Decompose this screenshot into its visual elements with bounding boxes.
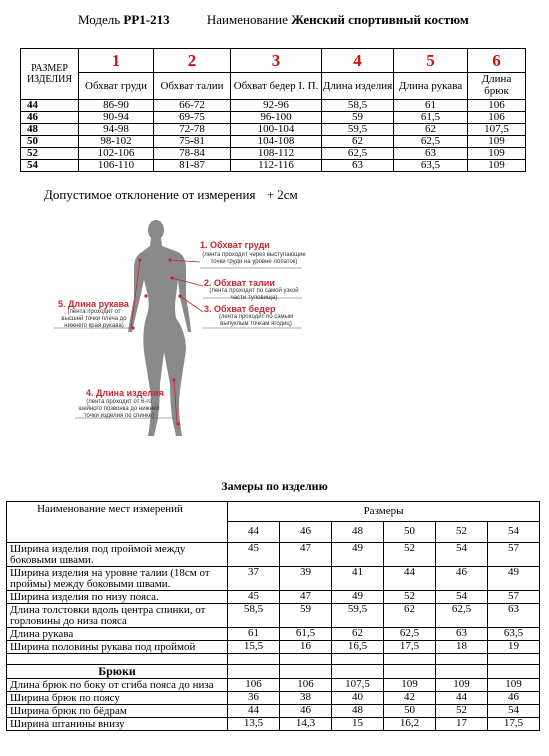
measurement-value: 109: [436, 679, 488, 692]
measurement-value: 39: [280, 567, 332, 591]
size-value-cell: 98-102: [79, 136, 154, 148]
size-value-cell: 81-87: [154, 160, 231, 172]
label-sleeve: 5. Длина рукава: [58, 299, 129, 309]
column-header: Длина рукава: [394, 73, 468, 100]
size-cell: 54: [21, 160, 79, 172]
size-cell: 48: [21, 124, 79, 136]
label-hips: 3. Обхват бедер: [204, 304, 276, 314]
measurement-row: [7, 692, 540, 705]
size-cell: 46: [21, 112, 79, 124]
size-value-cell: 59,5: [322, 124, 394, 136]
measurement-name: Ширина половины рукава под проймой: [7, 641, 228, 654]
pants-title-row: [7, 665, 540, 679]
size-value-cell: 72-78: [154, 124, 231, 136]
size-value-cell: 90-94: [79, 112, 154, 124]
measurement-value: 17,5: [384, 641, 436, 654]
tolerance-text: Допустимое отклонение от измерения: [44, 187, 256, 202]
size-value-cell: 106: [468, 112, 526, 124]
size-value-cell: 63: [394, 148, 468, 160]
measurement-value: 109: [384, 679, 436, 692]
size-value-cell: 63: [322, 160, 394, 172]
figure-silhouette: [0, 200, 549, 470]
column-header: Длина брюк: [468, 73, 526, 100]
size-value-cell: 66-72: [154, 100, 231, 112]
document-header: [78, 12, 469, 28]
measurement-value: 63,5: [488, 628, 540, 641]
size-value-cell: 107,5: [468, 124, 526, 136]
measurement-row: [7, 567, 540, 591]
section-title: Замеры по изделию: [221, 479, 328, 493]
measurement-value: 14,3: [280, 718, 332, 731]
measurement-value: 37: [228, 567, 280, 591]
spacer-cell: [384, 654, 436, 665]
size-header-cell: 44: [228, 521, 280, 542]
size-value-cell: 63,5: [394, 160, 468, 172]
measurement-value: 16,5: [332, 641, 384, 654]
size-cell: 50: [21, 136, 79, 148]
column-number: 3: [231, 49, 322, 73]
measurement-name: Длина рукава: [7, 628, 228, 641]
measurement-value: 46: [280, 705, 332, 718]
measurement-value: 52: [384, 591, 436, 604]
spacer-cell: [7, 654, 228, 665]
spacer-cell: [332, 654, 384, 665]
measurement-value: 45: [228, 543, 280, 567]
measurement-row: [7, 591, 540, 604]
measurement-name: Ширина брюк по бёдрам: [7, 705, 228, 718]
size-value-cell: 69-75: [154, 112, 231, 124]
measurement-name: Ширина изделия под проймой между боковыми швами.: [7, 543, 228, 567]
measurement-name: Длина толстовки вдоль центра спинки, от горловины до низа пояса: [7, 604, 228, 628]
measurement-name: Ширина изделия на уровне талии (18см от проймы) между боковыми швами.: [7, 567, 228, 591]
name-value: Женский спортивный костюм: [291, 12, 469, 27]
spacer-row: [7, 654, 540, 665]
measurement-value: 107,5: [332, 679, 384, 692]
measurement-name: Длина брюк по боку от сгиба пояса до низа: [7, 679, 228, 692]
size-row: [21, 160, 526, 172]
measurement-value: 41: [332, 567, 384, 591]
measurement-row: [7, 543, 540, 567]
model-value: РР1-213: [123, 12, 170, 27]
measurement-value: 57: [488, 591, 540, 604]
measurement-row: [7, 718, 540, 731]
size-row: [21, 112, 526, 124]
empty-cell: [228, 665, 280, 679]
spacer-cell: [228, 654, 280, 665]
size-header-cell: 50: [384, 521, 436, 542]
measurement-figure: [0, 200, 549, 470]
measurement-value: 54: [436, 591, 488, 604]
measurement-value: 44: [436, 692, 488, 705]
pants-title: Брюки: [7, 665, 228, 679]
empty-cell: [488, 665, 540, 679]
measurement-value: 61,5: [280, 628, 332, 641]
size-header-cell: 46: [280, 521, 332, 542]
measurement-value: 50: [384, 705, 436, 718]
measurement-value: 49: [488, 567, 540, 591]
measurement-value: 18: [436, 641, 488, 654]
size-row: [21, 148, 526, 160]
size-value-cell: 62: [322, 136, 394, 148]
tolerance-value: + 2см: [266, 187, 298, 202]
product-measurements-table: [6, 501, 540, 731]
col-place-header: Наименование мест измерений: [7, 502, 228, 543]
measurement-value: 47: [280, 543, 332, 567]
size-value-cell: 102-106: [79, 148, 154, 160]
size-value-cell: 106: [468, 100, 526, 112]
measurement-value: 46: [436, 567, 488, 591]
note-chest: (лента проходит через выступающие точки груди на уровне лопаток): [202, 252, 306, 265]
size-cell: 44: [21, 100, 79, 112]
size-value-cell: 75-81: [154, 136, 231, 148]
measurement-value: 54: [488, 705, 540, 718]
size-value-cell: 94-98: [79, 124, 154, 136]
size-value-cell: 100-104: [231, 124, 322, 136]
column-number: 6: [468, 49, 526, 73]
label-length: 4. Длина изделия: [86, 388, 164, 398]
measurement-value: 48: [332, 705, 384, 718]
col-sizes-header: Размеры: [228, 502, 540, 522]
measurement-value: 52: [384, 543, 436, 567]
measurement-row: [7, 641, 540, 654]
size-header: РАЗМЕР ИЗДЕЛИЯ: [21, 49, 79, 100]
measurement-value: 109: [488, 679, 540, 692]
measurement-value: 15,5: [228, 641, 280, 654]
measurement-value: 17,5: [488, 718, 540, 731]
column-header: Обхват талии: [154, 73, 231, 100]
measurement-value: 49: [332, 591, 384, 604]
measurement-value: 45: [228, 591, 280, 604]
size-value-cell: 109: [468, 148, 526, 160]
measurement-value: 106: [280, 679, 332, 692]
measurement-value: 62: [332, 628, 384, 641]
note-sleeve: (лента проходит от высшей точки плеча до нижнего края рукава): [61, 309, 127, 329]
size-value-cell: 109: [468, 160, 526, 172]
empty-cell: [384, 665, 436, 679]
column-number: 5: [394, 49, 468, 73]
size-value-cell: 112-116: [231, 160, 322, 172]
size-value-cell: 92-96: [231, 100, 322, 112]
size-value-cell: 61,5: [394, 112, 468, 124]
size-header-cell: 52: [436, 521, 488, 542]
empty-cell: [332, 665, 384, 679]
size-value-cell: 58,5: [322, 100, 394, 112]
column-header: Обхват груди: [79, 73, 154, 100]
measurement-value: 106: [228, 679, 280, 692]
measurement-row: [7, 705, 540, 718]
size-value-cell: 106-110: [79, 160, 154, 172]
size-value-cell: 62: [394, 124, 468, 136]
size-value-cell: 62,5: [322, 148, 394, 160]
name-label: Наименование: [206, 12, 292, 27]
note-hips: (лента проходит по самым выпуклым точкам ягодиц): [218, 314, 294, 327]
measurement-value: 58,5: [228, 604, 280, 628]
measurement-value: 62,5: [384, 628, 436, 641]
measurement-value: 49: [332, 543, 384, 567]
measurement-row: [7, 679, 540, 692]
measurement-value: 36: [228, 692, 280, 705]
measurement-name: Ширина изделия по низу пояса.: [7, 591, 228, 604]
note-length: (лента проходит от 6-го шейного позвонка до нижней точки изделия по спинке): [78, 399, 160, 419]
measurement-value: 40: [332, 692, 384, 705]
size-value-cell: 62,5: [394, 136, 468, 148]
size-value-cell: 108-112: [231, 148, 322, 160]
measurement-value: 54: [436, 543, 488, 567]
column-header: Длина изделия: [322, 73, 394, 100]
measurement-value: 46: [488, 692, 540, 705]
measurement-value: 61: [228, 628, 280, 641]
measurement-value: 19: [488, 641, 540, 654]
spacer-cell: [280, 654, 332, 665]
size-value-cell: 86-90: [79, 100, 154, 112]
measurement-value: 63: [436, 628, 488, 641]
model-label: Модель: [78, 12, 124, 27]
size-cell: 52: [21, 148, 79, 160]
measurement-row: [7, 604, 540, 628]
note-waist: (лента проходит по самой узкой части туловища): [209, 288, 299, 301]
size-value-cell: 104-108: [231, 136, 322, 148]
size-value-cell: 61: [394, 100, 468, 112]
size-header-cell: 48: [332, 521, 384, 542]
measurement-value: 62: [384, 604, 436, 628]
size-value-cell: 109: [468, 136, 526, 148]
empty-cell: [436, 665, 488, 679]
size-table: [20, 48, 526, 172]
measurement-value: 44: [384, 567, 436, 591]
spacer-cell: [436, 654, 488, 665]
measurement-value: 44: [228, 705, 280, 718]
size-row: [21, 124, 526, 136]
measurement-name: Ширина штанины внизу: [7, 718, 228, 731]
label-chest: 1. Обхват груди: [200, 240, 270, 250]
size-value-cell: 59: [322, 112, 394, 124]
size-value-cell: 78-84: [154, 148, 231, 160]
measurement-value: 57: [488, 543, 540, 567]
measurement-value: 52: [436, 705, 488, 718]
measurement-value: 17: [436, 718, 488, 731]
measurement-value: 13,5: [228, 718, 280, 731]
size-header-cell: 54: [488, 521, 540, 542]
measurement-value: 16,2: [384, 718, 436, 731]
column-header: Обхват бедер I. П.: [231, 73, 322, 100]
measurement-value: 62,5: [436, 604, 488, 628]
measurement-value: 59,5: [332, 604, 384, 628]
measurement-row: [7, 628, 540, 641]
spacer-cell: [488, 654, 540, 665]
measurement-name: Ширина брюк по поясу: [7, 692, 228, 705]
empty-cell: [280, 665, 332, 679]
size-value-cell: 96-100: [231, 112, 322, 124]
size-row: [21, 136, 526, 148]
label-waist: 2. Обхват талии: [204, 278, 275, 288]
column-number: 1: [79, 49, 154, 73]
measurement-value: 59: [280, 604, 332, 628]
measurement-value: 47: [280, 591, 332, 604]
column-number: 2: [154, 49, 231, 73]
column-number: 4: [322, 49, 394, 73]
measurement-value: 16: [280, 641, 332, 654]
measurement-value: 38: [280, 692, 332, 705]
size-row: [21, 100, 526, 112]
measurement-value: 15: [332, 718, 384, 731]
measurement-value: 42: [384, 692, 436, 705]
measurement-value: 63: [488, 604, 540, 628]
